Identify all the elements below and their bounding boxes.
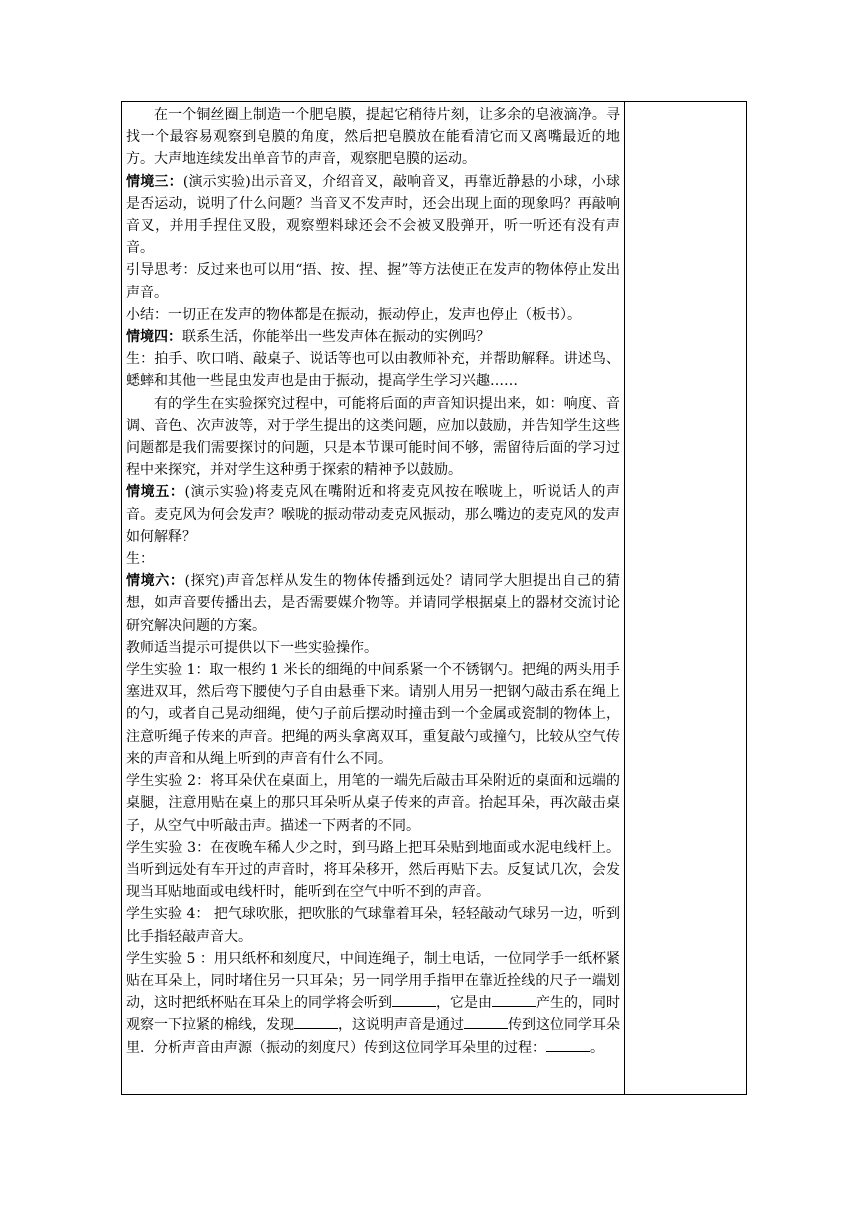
scenario-5-text: (演示实验)将麦克风在嘴附近和将麦克风按在喉咙上，听说话人的声音。麦克风为何会发声？喉咙的振动带动麦克风振动，那么嘴边的麦克风的发声如何解释？ (126, 484, 620, 545)
hint-paragraph: 教师适当提示可提供以下一些实验操作。 (126, 639, 378, 656)
answer-blank-4[interactable] (464, 1014, 508, 1029)
answer-blank-5[interactable] (546, 1037, 590, 1052)
scenario-3-text: (演示实验)出示音叉，介绍音叉，敲响音叉，再靠近静悬的小球，小球是否运动，说明了什么问题？当音叉不发声时，还会出现上面的现象吗？再敲响音叉，并用手捏住叉股，观察塑料球还会不会被叉股弹开，听一听还有没有声音。 (126, 173, 620, 257)
answer-blank-1[interactable] (392, 992, 436, 1007)
experiment-5-text-f: 。 (590, 1039, 604, 1056)
column-divider (624, 102, 625, 1094)
experiment-3: 学生实验 3：在夜晚车稀人少之时，到马路上把耳朵贴到地面或水泥电线杆上。当听到远处有车开过的声音时，将耳朵移开，然后再贴下去。反复试几次，会发现当耳贴地面或电线杆时，能听到在空气中听不到的声音。 (126, 839, 620, 901)
experiment-1: 学生实验 1：取一根约 1 米长的细绳的中间系紧一个不锈钢勺。把绳的两头用手塞进双耳，然后弯下腰使勺子自由悬垂下来。请别人用另一把钢勺敲击系在绳上的勺，或者自己晃动细绳，使勺子前后摆动时撞击到一个金属或瓷制的物体上，注意听绳子传来的声音。把绳的两头拿离双耳，重复敲勺或撞勺，比较从空气传来的声音和从绳上听到的声音有什么不同。 (126, 662, 620, 767)
summary-paragraph: 小结：一切正在发声的物体都是在振动，振动停止，发声也停止（板书）。 (126, 306, 581, 323)
soap-film-paragraph: 在一个铜丝圈上制造一个肥皂膜，提起它稍待片刻，让多余的皂液滴净。寻找一个最容易观察到皂膜的角度，然后把皂膜放在能看清它而又离嘴最近的地方。大声地连续发出单音节的声音，观察肥皂膜的运动。 (126, 107, 620, 168)
scenario-4 (126, 326, 620, 348)
answer-blank-2[interactable] (492, 992, 536, 1007)
guide-paragraph: 引导思考：反过来也可以用“捂、按、捏、握”等方法使正在发声的物体停止发出声音。 (126, 262, 620, 301)
lesson-table (121, 101, 747, 1095)
experiment-5-text-b: ，它是由 (436, 995, 492, 1012)
experiment-5-text-e: 传到这位同学耳朵里．分析声音由声源（振动的刻度尺）传到这位同学耳朵里的过程： (126, 1017, 620, 1056)
lesson-content-cell (126, 104, 620, 1059)
experiment-5-text-d: ，这说明声音是通过 (338, 1017, 464, 1034)
experiment-5-text-a: 学生实验 5 ：用只纸杯和刻度尺，中间连绳子，制土电话，一位同学手一纸杯紧贴在耳朵上，同时堵住另一只耳朵；另一同学用手指甲在靠近拴线的尺子一端划动，这时把纸杯贴在耳朵上的同学将会听到 (126, 950, 620, 1012)
explore-paragraph: 有的学生在实验探究过程中，可能将后面的声音知识提出来，如：响度、音调、音色、次声波等，对于学生提出的这类问题，应加以鼓励，并告知学生这些问题都是我们需要探讨的问题，只是本节课可能时间不够，需留待后面的学习过程中来探究，并对学生这种勇于探索的精神予以鼓励。 (126, 395, 620, 479)
scenario-3-label: 情境三： (126, 173, 183, 190)
scenario-3 (126, 171, 620, 260)
scenario-5 (126, 481, 620, 548)
scenario-4-text: 联系生活，你能举出一些发声体在振动的实例吗？ (182, 329, 490, 346)
experiment-4: 学生实验 4： 把气球吹胀，把吹胀的气球靠着耳朵，轻轻敲动气球另一边，听到比手指轻敲声音大。 (126, 906, 620, 945)
scenario-5-label: 情境五： (126, 484, 185, 501)
scenario-6 (126, 570, 620, 637)
answer-blank-3[interactable] (294, 1014, 338, 1029)
experiment-5-text-c: 产生的，同时观察一下拉紧的棉线，发现 (126, 995, 620, 1034)
scenario-4-answer: 生：拍手、吹口哨、敲桌子、说话等也可以由教师补充，并帮助解释。讲述鸟、蟋蟀和其他一些昆虫发声也是由于振动，提高学生学习兴趣…… (126, 351, 620, 390)
scenario-5-answer: 生： (126, 551, 154, 568)
scenario-4-label: 情境四： (126, 329, 182, 346)
experiment-5 (126, 948, 620, 1059)
experiment-2: 学生实验 2：将耳朵伏在桌面上，用笔的一端先后敲击耳朵附近的桌面和远端的桌腿，注意用贴在桌上的那只耳朵听从桌子传来的声音。抬起耳朵，再次敲击桌子，从空气中听敲击声。描述一下两者的不同。 (126, 773, 620, 834)
scenario-6-text: (探究)声音怎样从发生的物体传播到远处？请同学大胆提出自己的猜想，如声音要传播出去，是否需要媒介物等。并请同学根据桌上的器材交流讨论研究解决问题的方案。 (126, 573, 620, 634)
scenario-6-label: 情境六： (126, 573, 185, 590)
